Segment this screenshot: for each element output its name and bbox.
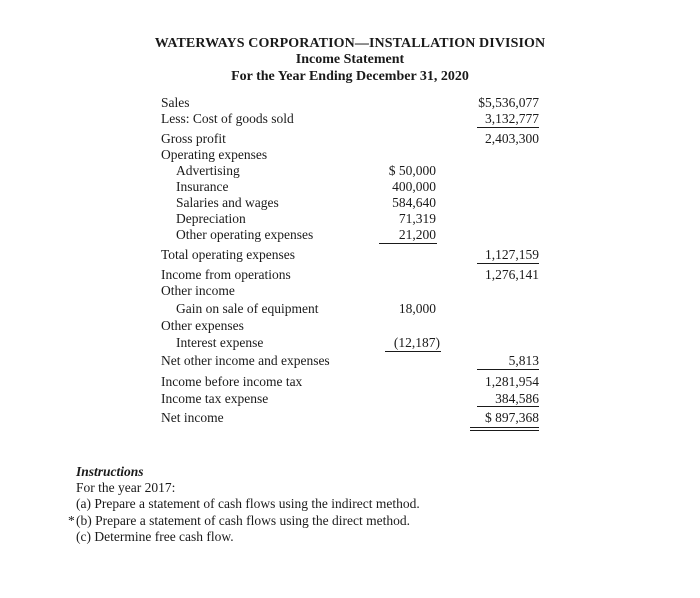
label-salaries: Salaries and wages	[176, 195, 279, 210]
asterisk-mark: *	[68, 513, 75, 528]
label-gross-profit: Gross profit	[161, 131, 226, 146]
row-net-income	[0, 409, 700, 426]
row-operating-expenses-heading	[0, 146, 700, 163]
label-net-other: Net other income and expenses	[161, 353, 330, 368]
value-depreciation: 71,319	[398, 211, 436, 226]
row-other-expenses-heading	[0, 317, 700, 334]
row-total-operating	[0, 246, 700, 263]
label-operating-expenses: Operating expenses	[161, 147, 268, 162]
row-salaries	[0, 194, 700, 211]
underline-net-other	[477, 369, 539, 370]
double-underline-top	[470, 427, 539, 428]
label-cogs: Less: Cost of goods sold	[161, 111, 294, 126]
label-tax: Income tax expense	[161, 391, 269, 406]
value-net-income: $ 897,368	[485, 410, 539, 425]
label-other-operating: Other operating expenses	[176, 227, 314, 242]
instruction-c: (c) Determine free cash flow.	[76, 529, 234, 544]
label-other-income: Other income	[161, 283, 235, 298]
underline-tax	[477, 406, 539, 407]
label-insurance: Insurance	[176, 179, 229, 194]
label-net-income: Net income	[161, 410, 224, 425]
value-cogs: 3,132,777	[485, 111, 539, 126]
label-income-operations: Income from operations	[161, 267, 291, 282]
row-sales	[0, 94, 700, 111]
value-sales: $5,536,077	[478, 95, 539, 110]
value-total-operating: 1,127,159	[485, 247, 539, 262]
instructions-title: Instructions	[76, 464, 144, 479]
value-insurance: 400,000	[392, 179, 436, 194]
label-other-expenses: Other expenses	[161, 318, 244, 333]
row-other-income-heading	[0, 282, 700, 299]
statement-title: Income Statement	[295, 52, 405, 67]
value-income-before-tax: 1,281,954	[485, 374, 539, 389]
instruction-b-line	[68, 512, 411, 529]
row-gain-sale	[0, 300, 700, 317]
label-interest: Interest expense	[176, 335, 264, 350]
label-advertising: Advertising	[176, 163, 240, 178]
underline-total-operating	[477, 263, 539, 264]
row-other-operating	[0, 226, 700, 243]
value-net-other: 5,813	[508, 353, 539, 368]
double-underline-bottom	[470, 430, 539, 431]
value-gross-profit: 2,403,300	[485, 131, 539, 146]
row-net-other	[0, 352, 700, 369]
instructions-intro: For the year 2017:	[76, 480, 176, 495]
value-salaries: 584,640	[392, 195, 436, 210]
value-advertising: $ 50,000	[388, 163, 436, 178]
label-sales: Sales	[161, 95, 190, 110]
value-other-operating: 21,200	[398, 227, 436, 242]
underline-cogs	[477, 127, 539, 128]
row-income-operations	[0, 266, 700, 283]
label-depreciation: Depreciation	[176, 211, 246, 226]
label-total-operating: Total operating expenses	[161, 247, 296, 262]
row-tax	[0, 390, 700, 407]
row-gross-profit	[0, 130, 700, 147]
value-income-operations: 1,276,141	[485, 267, 539, 282]
row-interest	[0, 334, 700, 351]
row-depreciation	[0, 210, 700, 227]
statement-period: For the Year Ending December 31, 2020	[231, 69, 469, 84]
value-interest: (12,187)	[393, 335, 440, 350]
label-income-before-tax: Income before income tax	[161, 374, 303, 389]
instruction-b: (b) Prepare a statement of cash flows using the direct method.	[76, 513, 411, 528]
row-insurance	[0, 178, 700, 195]
row-advertising	[0, 162, 700, 179]
instruction-a: (a) Prepare a statement of cash flows using the indirect method.	[76, 496, 420, 511]
row-income-before-tax	[0, 373, 700, 390]
underline-other-operating	[379, 243, 437, 244]
value-gain-sale: 18,000	[398, 301, 436, 316]
label-gain-sale: Gain on sale of equipment	[176, 301, 319, 316]
company-title: WATERWAYS CORPORATION—INSTALLATION DIVISION	[154, 36, 546, 51]
value-tax: 384,586	[495, 391, 539, 406]
row-cogs	[0, 110, 700, 127]
